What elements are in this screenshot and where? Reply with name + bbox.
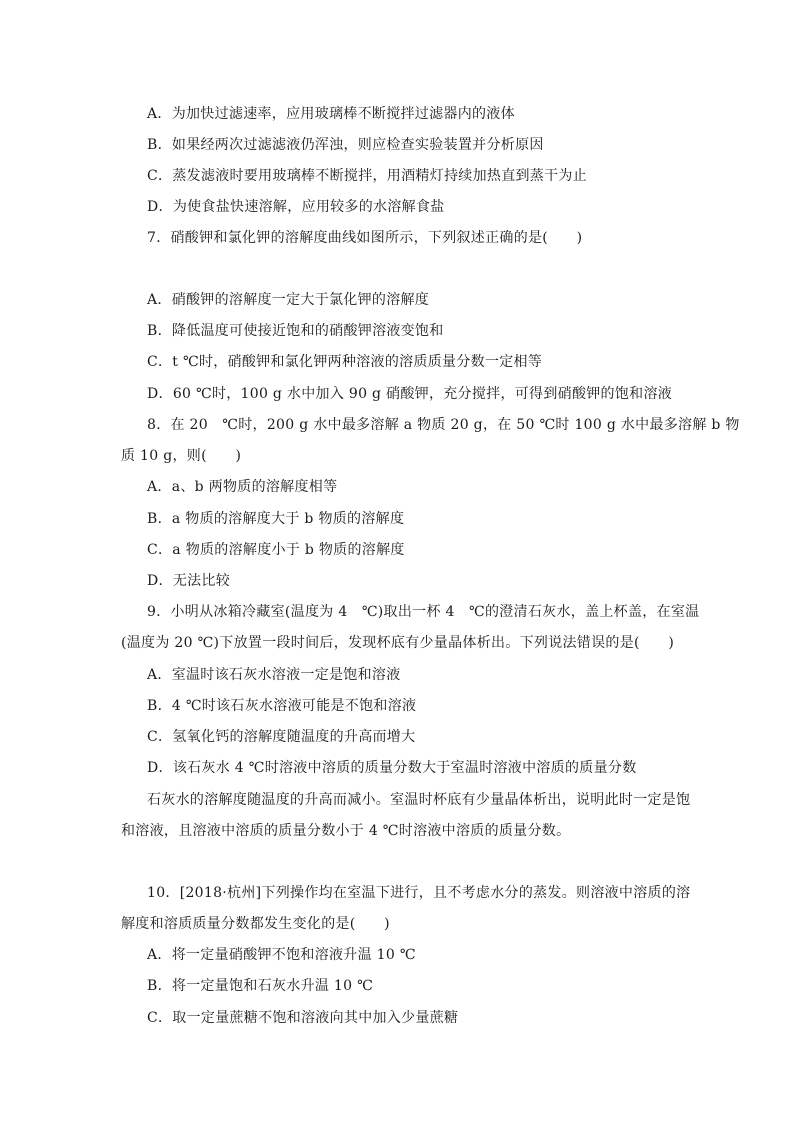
q9-option-c: C．氢氧化钙的溶解度随温度的升高而增大 — [147, 729, 416, 745]
q9-option-d: D．该石灰水 4 ℃时溶液中溶质的质量分数大于室温时溶液中溶质的质量分数 — [147, 760, 637, 776]
q8-stem-line2: 质 10 g，则( ) — [121, 448, 242, 464]
q10-option-a: A．将一定量硝酸钾不饱和溶液升温 10 ℃ — [147, 947, 416, 963]
q7-option-a: A．硝酸钾的溶解度一定大于氯化钾的溶解度 — [147, 292, 430, 308]
q9-explanation-line2: 和溶液，且溶液中溶质的质量分数小于 4 ℃时溶液中溶质的质量分数。 — [121, 823, 571, 839]
q7-option-b: B．降低温度可使接近饱和的硝酸钾溶液变饱和 — [147, 323, 444, 339]
q8-option-a: A．a、b 两物质的溶解度相等 — [147, 479, 338, 495]
q10-option-c: C．取一定量蔗糖不饱和溶液向其中加入少量蔗糖 — [147, 1010, 459, 1026]
q6-option-b: B．如果经两次过滤滤液仍浑浊，则应检查实验装置并分析原因 — [147, 137, 544, 153]
q8-option-d: D．无法比较 — [147, 573, 231, 589]
q6-option-d: D．为使食盐快速溶解，应用较多的水溶解食盐 — [147, 199, 445, 215]
q8-stem-line1: 8．在 20 ℃时，200 g 水中最多溶解 a 物质 20 g，在 50 ℃时 100 g 水中最多溶解 b 物 — [147, 417, 740, 433]
q9-option-a: A．室温时该石灰水溶液一定是饱和溶液 — [147, 667, 401, 683]
q7-option-d: D．60 ℃时，100 g 水中加入 90 g 硝酸钾，充分搅拌，可得到硝酸钾的饱和溶液 — [147, 386, 673, 402]
q9-stem-line1: 9．小明从冰箱冷藏室(温度为 4 ℃)取出一杯 4 ℃的澄清石灰水，盖上杯盖，在室温 — [147, 604, 700, 620]
q10-stem-line2: 解度和溶质质量分数都发生变化的是( ) — [121, 916, 390, 932]
q8-option-c: C．a 物质的溶解度小于 b 物质的溶解度 — [147, 542, 405, 558]
q7-stem: 7．硝酸钾和氯化钾的溶解度曲线如图所示，下列叙述正确的是( ) — [147, 230, 583, 246]
q9-explanation-line1: 石灰水的溶解度随温度的升高而减小。室温时杯底有少量晶体析出，说明此时一定是饱 — [147, 792, 691, 808]
q10-option-b: B．将一定量饱和石灰水升温 10 ℃ — [147, 978, 374, 994]
q10-stem-line1: 10．[2018·杭州]下列操作均在室温下进行，且不考虑水分的蒸发。则溶液中溶质的溶 — [147, 885, 691, 901]
q9-stem-line2: (温度为 20 ℃)下放置一段时间后，发现杯底有少量晶体析出。下列说法错误的是( ) — [121, 635, 675, 651]
q8-option-b: B．a 物质的溶解度大于 b 物质的溶解度 — [147, 511, 405, 527]
q6-option-c: C．蒸发滤液时要用玻璃棒不断搅拌，用酒精灯持续加热直到蒸干为止 — [147, 168, 588, 184]
q9-option-b: B．4 ℃时该石灰水溶液可能是不饱和溶液 — [147, 698, 417, 714]
q6-option-a: A．为加快过滤速率，应用玻璃棒不断搅拌过滤器内的液体 — [147, 106, 515, 122]
q7-option-c: C．t ℃时，硝酸钾和氯化钾两种溶液的溶质质量分数一定相等 — [147, 354, 543, 370]
